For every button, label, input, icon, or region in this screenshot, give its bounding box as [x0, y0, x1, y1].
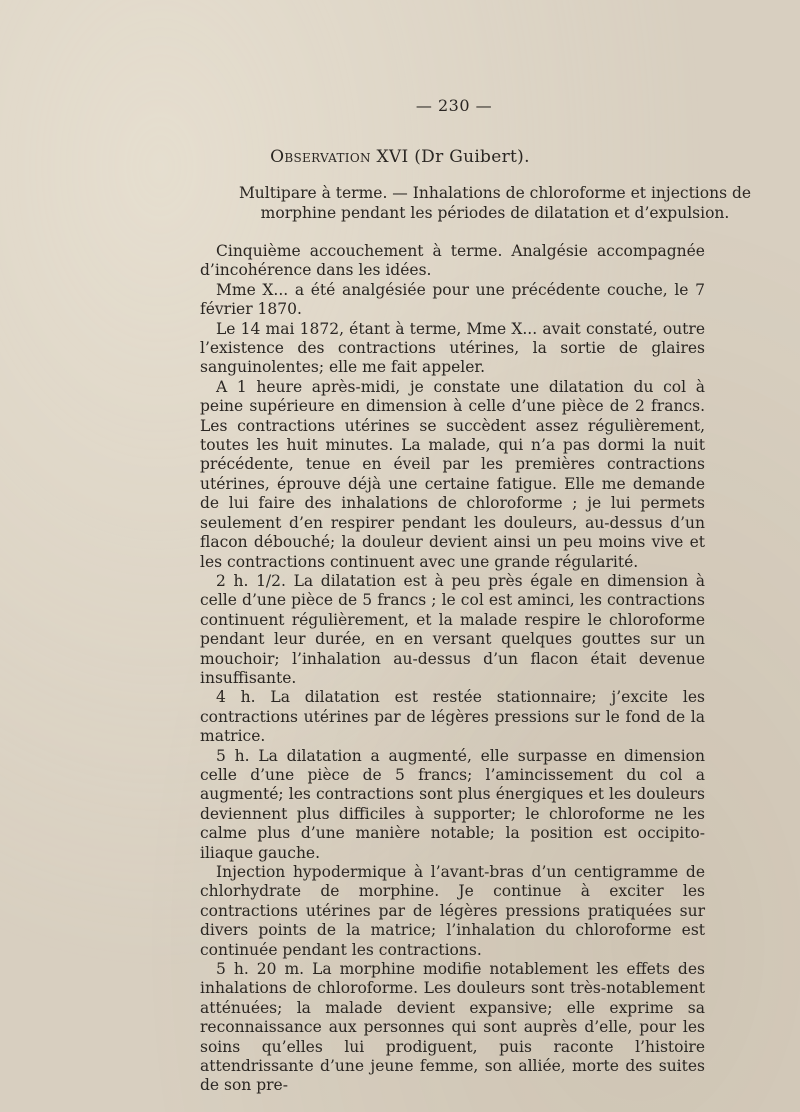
paragraph: Le 14 mai 1872, étant à terme, Mme X... avait constaté, outre l’existence des contractions utérines, la sortie de glaires sanguinolentes; elle me fait appeler. — [200, 319, 705, 377]
paragraph: 5 h. La dilatation a augmenté, elle surpasse en dimension celle d’une pièce de 5 francs; l’amincissement du col a augmenté; les contractions sont plus énergiques et les douleurs deviennent plus difficiles à supporter; le chloroforme ne les calme plus d’une manière notable; la position est occipito-iliaque gauche. — [200, 746, 705, 862]
observation-author: (Dr Guibert). — [414, 147, 530, 167]
observation-subtitle: Multipare à terme. — Inhalations de chloroforme et injections de morphine pendant les périodes de dilatation et d’expulsion. — [238, 184, 752, 222]
body-text — [200, 242, 705, 1096]
paragraph: Injection hypodermique à l’avant-bras d’un centigramme de chlorhydrate de morphine. Je continue à exciter les contractions utérines par de légères pressions pratiquées sur divers points de la matrice; l’inhalation du chloroforme est continuée pendant les contractions. — [200, 863, 705, 959]
paragraph: 2 h. 1/2. La dilatation est à peu près égale en dimension à celle d’une pièce de 5 francs ; le col est aminci, les contractions continuent régulièrement, et la malade respire le chloroforme pendant leur durée, en en versant quelques gouttes sur un mouchoir; l’inhalation au-dessus d’un flacon était devenue insuffisante. — [200, 571, 705, 687]
paragraph: Mme X... a été analgésiée pour une précédente couche, le 7 février 1870. — [200, 280, 705, 319]
observation-label: Observation — [270, 147, 371, 167]
paragraph: 4 h. La dilatation est restée stationnaire; j’excite les contractions utérines par de légères pressions sur le fond de la matrice. — [200, 688, 705, 746]
page-number: — 230 — — [415, 96, 493, 115]
observation-number: XVI — [376, 147, 409, 167]
paragraph: A 1 heure après-midi, je constate une dilatation du col à peine supérieure en dimension à celle d’une pièce de 2 francs. Les contractions utérines se succèdent assez régulièrement, toutes les huit minutes. La malade, qui n’a pas dormi la nuit précédente, tenue en éveil par les premières contractions utérines, éprouve déjà une certaine fatigue. Elle me demande de lui faire des inhalations de chloroforme ; je lui permets seulement d’en respirer pendant les douleurs, au-dessus d’un flacon débouché; la douleur devient ainsi un peu moins vive et les contractions continuent avec une grande régularité. — [200, 377, 705, 571]
paragraph: 5 h. 20 m. La morphine modifie notablement les effets des inhalations de chloroforme. Les douleurs sont très-notablement atténuées; la malade devient expansive; elle exprime sa reconnaissance aux personnes qui sont auprès d’elle, pour les soins qu’elles lui prodiguent, puis raconte l’histoire attendrissante d’une jeune femme, son alliée, morte des suites de son pre- — [200, 960, 705, 1095]
paragraph: Cinquième accouchement à terme. Analgésie accompagnée d’incohérence dans les idées. — [200, 242, 705, 280]
observation-title — [0, 147, 800, 167]
